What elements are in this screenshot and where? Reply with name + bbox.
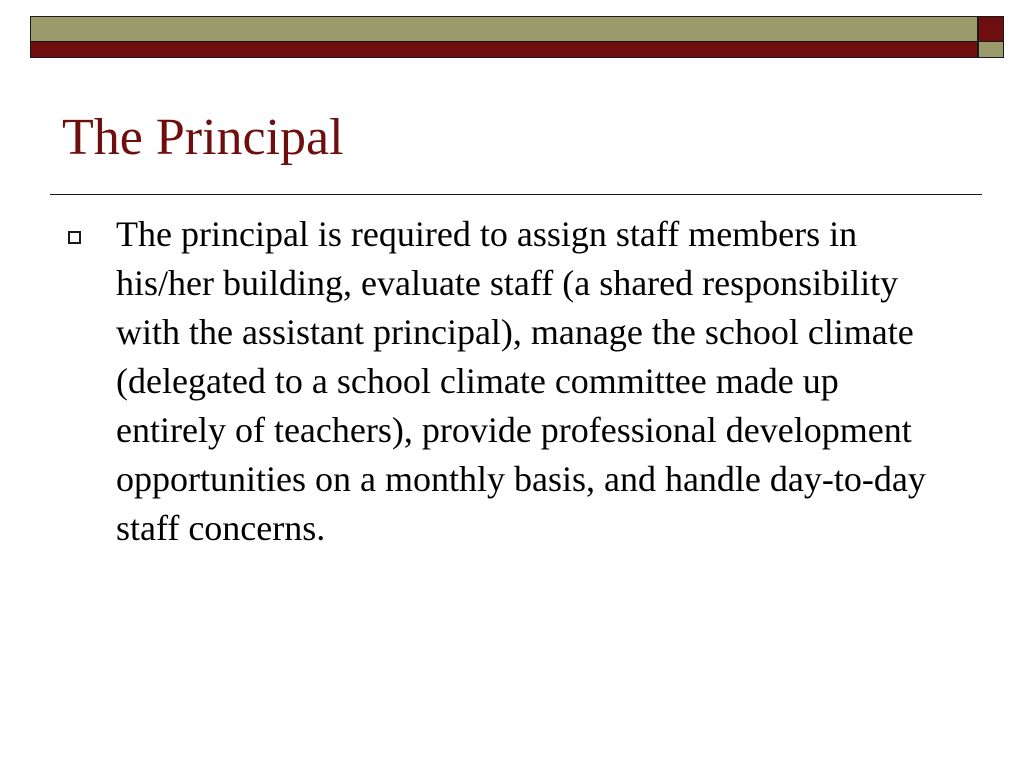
header-banner bbox=[30, 16, 978, 58]
slide-title: The Principal bbox=[62, 109, 344, 166]
bullet-item bbox=[64, 210, 964, 553]
corner-olive-block bbox=[979, 42, 1003, 57]
hollow-square-icon bbox=[68, 231, 81, 244]
banner-olive-stripe bbox=[31, 17, 977, 42]
corner-maroon-block bbox=[979, 17, 1003, 42]
bullet-text: The principal is required to assign staff members in his/her building, evaluate staff (a shared responsibility with the assistant principal), manage the school climate (delegated to a school climate committee made up entirely of teachers), provide professional development opportunities on a monthly basis, and handle day-to-day staff concerns. bbox=[116, 214, 926, 548]
bullet-list bbox=[64, 210, 964, 553]
banner-maroon-stripe bbox=[31, 42, 977, 57]
corner-accent-box bbox=[978, 16, 1004, 58]
title-divider bbox=[50, 194, 982, 195]
